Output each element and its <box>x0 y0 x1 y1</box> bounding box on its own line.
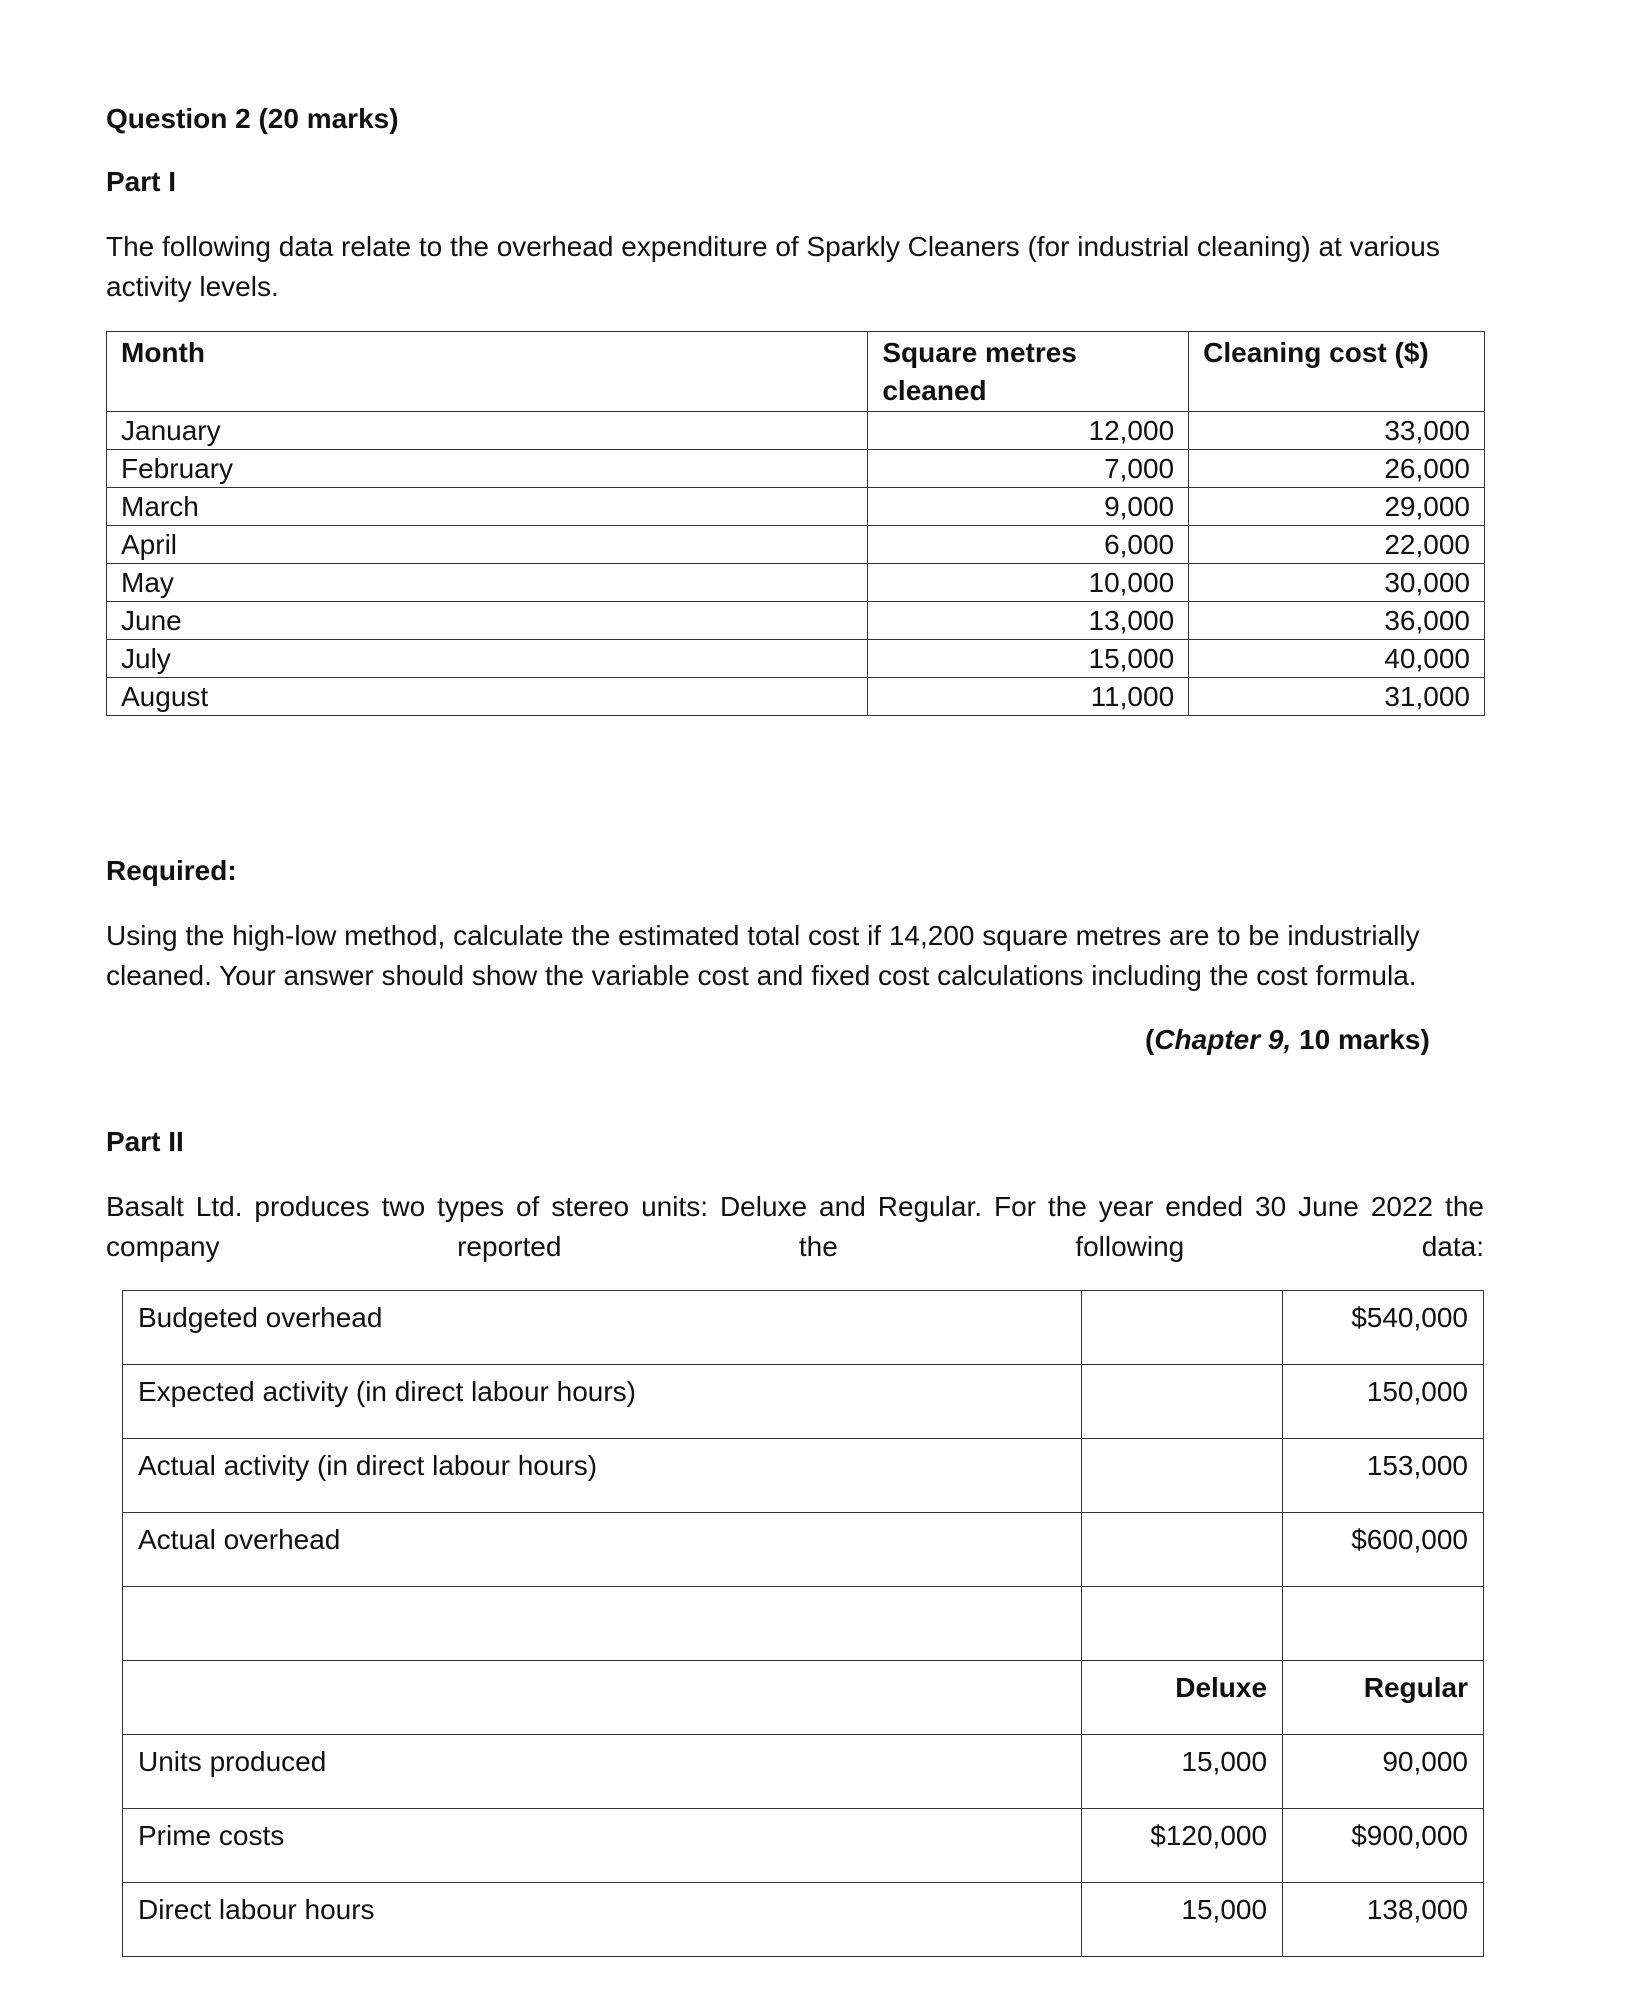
question-title: Question 2 (20 marks) <box>106 103 399 134</box>
required-text: Using the high-low method, calculate the estimated total cost if 14,200 square metres are to be industrially cleaned. Your answer should show the variable cost and fixed cost calculations including the cost formula. <box>106 920 1420 991</box>
row-label: Budgeted overhead <box>123 1291 1082 1365</box>
square-metres-column-header: Square metres cleaned <box>868 332 1189 412</box>
table-row <box>107 678 1485 716</box>
cost-cell: 26,000 <box>1189 450 1485 488</box>
table-row <box>123 1735 1484 1809</box>
table-row <box>123 1439 1484 1513</box>
table-row <box>123 1365 1484 1439</box>
month-cell: June <box>107 602 868 640</box>
required-label: Required: <box>106 855 237 886</box>
table-row <box>123 1513 1484 1587</box>
product-header-row <box>123 1661 1484 1735</box>
part-1-intro: The following data relate to the overhead expenditure of Sparkly Cleaners (for industrial cleaning) at various activity levels. <box>106 231 1440 302</box>
deluxe-value: $120,000 <box>1082 1809 1283 1883</box>
table-row <box>107 640 1485 678</box>
month-column-header: Month <box>107 332 868 412</box>
empty-cell <box>1283 1587 1484 1661</box>
overhead-data-table <box>106 331 1485 716</box>
sqm-cell: 10,000 <box>868 564 1189 602</box>
row-value: $540,000 <box>1283 1291 1484 1365</box>
month-cell: February <box>107 450 868 488</box>
table-row <box>107 488 1485 526</box>
row-label: Units produced <box>123 1735 1082 1809</box>
basalt-data-table <box>122 1290 1484 1957</box>
cost-cell: 22,000 <box>1189 526 1485 564</box>
regular-value: 138,000 <box>1283 1883 1484 1957</box>
marks-chapter: Chapter 9, <box>1154 1024 1292 1055</box>
part-2-heading: Part II <box>106 1126 184 1157</box>
empty-cell <box>123 1587 1082 1661</box>
table-row <box>107 450 1485 488</box>
month-cell: March <box>107 488 868 526</box>
table-row <box>107 526 1485 564</box>
marks-rest: 10 marks) <box>1291 1024 1430 1055</box>
table-header-row <box>107 332 1485 412</box>
sqm-cell: 9,000 <box>868 488 1189 526</box>
cost-cell: 29,000 <box>1189 488 1485 526</box>
month-cell: April <box>107 526 868 564</box>
empty-cell <box>123 1661 1082 1735</box>
sqm-cell: 7,000 <box>868 450 1189 488</box>
part-1-heading: Part I <box>106 166 177 197</box>
month-cell: July <box>107 640 868 678</box>
sqm-cell: 12,000 <box>868 412 1189 450</box>
marks-open: ( <box>1145 1024 1155 1055</box>
empty-cell <box>1082 1291 1283 1365</box>
regular-value: 90,000 <box>1283 1735 1484 1809</box>
month-cell: May <box>107 564 868 602</box>
row-value: 153,000 <box>1283 1439 1484 1513</box>
marks-note <box>1145 1024 1430 1056</box>
row-label: Prime costs <box>123 1809 1082 1883</box>
cost-cell: 36,000 <box>1189 602 1485 640</box>
table-row <box>107 564 1485 602</box>
empty-cell <box>1082 1587 1283 1661</box>
sqm-cell: 13,000 <box>868 602 1189 640</box>
table-row <box>123 1883 1484 1957</box>
month-cell: January <box>107 412 868 450</box>
part-2-intro: Basalt Ltd. produces two types of stereo units: Deluxe and Regular. For the year ended 30 June 2022 the company reported the following data: <box>106 1191 1484 1262</box>
empty-cell <box>1082 1513 1283 1587</box>
empty-row <box>123 1587 1484 1661</box>
cost-cell: 30,000 <box>1189 564 1485 602</box>
table-row <box>107 602 1485 640</box>
cost-cell: 40,000 <box>1189 640 1485 678</box>
deluxe-value: 15,000 <box>1082 1883 1283 1957</box>
deluxe-value: 15,000 <box>1082 1735 1283 1809</box>
cost-cell: 31,000 <box>1189 678 1485 716</box>
row-label: Actual activity (in direct labour hours) <box>123 1439 1082 1513</box>
row-label: Expected activity (in direct labour hours) <box>123 1365 1082 1439</box>
row-label: Direct labour hours <box>123 1883 1082 1957</box>
sqm-cell: 11,000 <box>868 678 1189 716</box>
cleaning-cost-column-header: Cleaning cost ($) <box>1189 332 1485 412</box>
cost-cell: 33,000 <box>1189 412 1485 450</box>
table-row <box>123 1291 1484 1365</box>
sqm-cell: 15,000 <box>868 640 1189 678</box>
sqm-cell: 6,000 <box>868 526 1189 564</box>
empty-cell <box>1082 1365 1283 1439</box>
row-value: $600,000 <box>1283 1513 1484 1587</box>
regular-value: $900,000 <box>1283 1809 1484 1883</box>
regular-column-header: Regular <box>1283 1661 1484 1735</box>
table-row <box>107 412 1485 450</box>
row-value: 150,000 <box>1283 1365 1484 1439</box>
month-cell: August <box>107 678 868 716</box>
table-row <box>123 1809 1484 1883</box>
empty-cell <box>1082 1439 1283 1513</box>
deluxe-column-header: Deluxe <box>1082 1661 1283 1735</box>
row-label: Actual overhead <box>123 1513 1082 1587</box>
